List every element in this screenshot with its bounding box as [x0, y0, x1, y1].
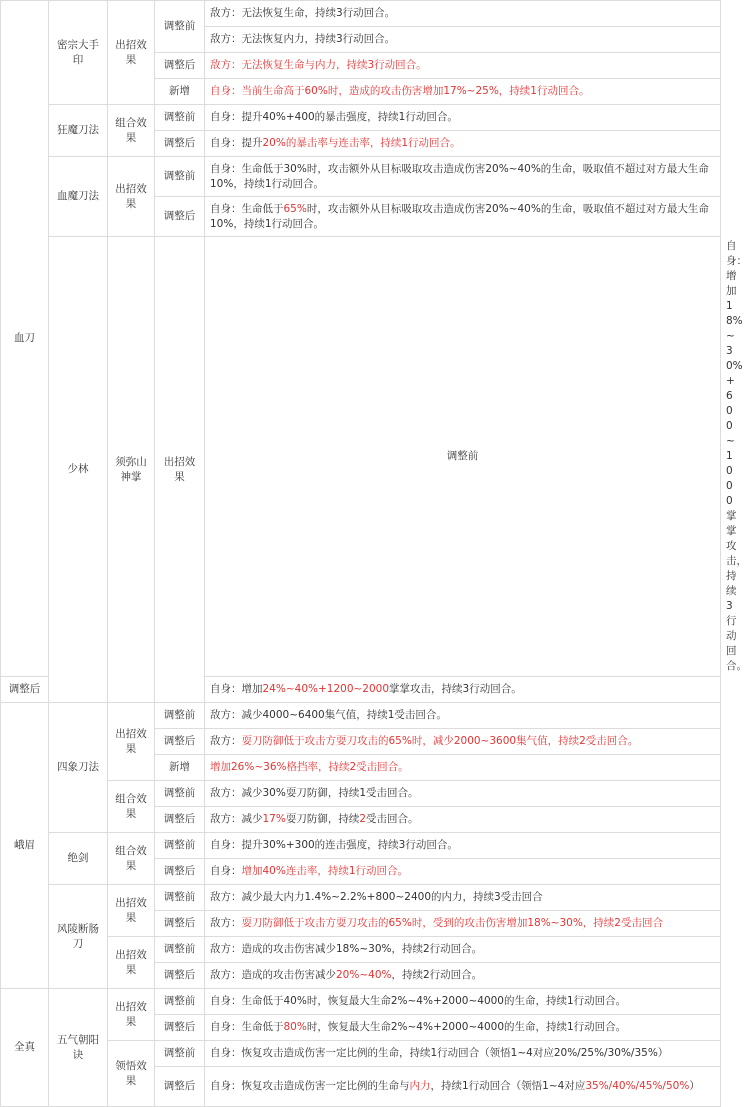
effect-chuzhao: 出招效果	[108, 885, 155, 937]
status-after: 调整后	[155, 729, 205, 755]
row-desc: 自身：生命低于65%时，攻击额外从目标吸取攻击造成伤害20%~40%的生命，吸取值不超过对方最大生命10%，持续1行动回合。	[205, 197, 721, 237]
sect-shaolin: 少林	[49, 237, 108, 703]
status-before: 调整前	[155, 157, 205, 197]
effect-chuzhao: 出招效果	[108, 1, 155, 105]
status-before: 调整前	[155, 703, 205, 729]
sect-quanzhen: 全真	[1, 989, 49, 1107]
row-desc: 敌方：耍刀防御低于攻击方耍刀攻击的65%时，减少2000~3600集气值，持续2受击回合。	[205, 729, 721, 755]
status-after: 调整后	[155, 197, 205, 237]
effect-zuhe: 组合效果	[108, 781, 155, 833]
effect-chuzhao: 出招效果	[108, 157, 155, 237]
row-desc: 自身：提升30%+300的连击强度，持续3行动回合。	[205, 833, 721, 859]
row-desc: 自身：生命低于80%时，恢复最大生命2%~4%+2000~4000的生命，持续1行动回合。	[205, 1015, 721, 1041]
effect-chuzhao: 出招效果	[155, 237, 205, 703]
status-new: 新增	[155, 755, 205, 781]
effect-chuzhao: 出招效果	[108, 989, 155, 1041]
row-desc: 敌方：减少最大内力1.4%~2.2%+800~2400的内力，持续3受击回合	[205, 885, 721, 911]
status-after: 调整后	[155, 1067, 205, 1107]
status-before: 调整前	[205, 237, 721, 677]
skill-sixiang: 四象刀法	[49, 703, 108, 833]
status-after: 调整后	[155, 859, 205, 885]
effect-chuzhao: 出招效果	[108, 703, 155, 781]
row-desc: 敌方：减少4000~6400集气值，持续1受击回合。	[205, 703, 721, 729]
status-after: 调整后	[155, 807, 205, 833]
skill-jue: 绝剑	[49, 833, 108, 885]
row-desc: 敌方：减少30%耍刀防御，持续1受击回合。	[205, 781, 721, 807]
status-before: 调整前	[155, 1, 205, 53]
status-after: 调整后	[155, 963, 205, 989]
sect-xuedao: 血刀	[1, 1, 49, 677]
skill-wuqi: 五气朝阳诀	[49, 989, 108, 1107]
row-desc: 自身：提升40%+400的暴击强度，持续1行动回合。	[205, 105, 721, 131]
status-before: 调整前	[155, 833, 205, 859]
status-before: 调整前	[155, 1041, 205, 1067]
status-after: 调整后	[155, 53, 205, 79]
row-desc: 自身：提升20%的暴击率与连击率，持续1行动回合。	[205, 131, 721, 157]
skill-mizong: 密宗大手印	[49, 1, 108, 105]
row-desc: 敌方：造成的攻击伤害减少20%~40%，持续2行动回合。	[205, 963, 721, 989]
row-desc: 敌方：无法恢复生命，持续3行动回合。	[205, 1, 721, 27]
status-after: 调整后	[155, 131, 205, 157]
skill-xumi: 须弥山神掌	[108, 237, 155, 703]
effect-zuhe: 组合效果	[108, 833, 155, 885]
row-desc: 自身：生命低于30%时，攻击额外从目标吸取攻击造成伤害20%~40%的生命，吸取值不超过对方最大生命10%，持续1行动回合。	[205, 157, 721, 197]
status-before: 调整前	[155, 781, 205, 807]
row-desc: 自身：增加24%~40%+1200~2000掌掌攻击，持续3行动回合。	[205, 677, 721, 703]
row-desc: 敌方：耍刀防御低于攻击方耍刀攻击的65%时，受到的攻击伤害增加18%~30%，持续2受击回合	[205, 911, 721, 937]
status-after: 调整后	[155, 911, 205, 937]
row-desc: 自身：增加40%连击率，持续1行动回合。	[205, 859, 721, 885]
row-desc: 敌方：无法恢复内力，持续3行动回合。	[205, 27, 721, 53]
sect-emei: 峨眉	[1, 703, 49, 989]
status-new: 新增	[155, 79, 205, 105]
row-desc: 自身：恢复攻击造成伤害一定比例的生命与内力，持续1行动回合（领悟1~4对应35%/40%/45%/50%）	[205, 1067, 721, 1107]
row-desc: 自身：生命低于40%时，恢复最大生命2%~4%+2000~4000的生命，持续1行动回合。	[205, 989, 721, 1015]
status-before: 调整前	[155, 885, 205, 911]
row-desc: 敌方：造成的攻击伤害减少18%~30%，持续2行动回合。	[205, 937, 721, 963]
skill-fengling: 风陵断肠刀	[49, 885, 108, 989]
row-desc: 敌方：减少17%耍刀防御，持续2受击回合。	[205, 807, 721, 833]
row-desc: 自身：恢复攻击造成伤害一定比例的生命，持续1行动回合（领悟1~4对应20%/25%/30%/35%）	[205, 1041, 721, 1067]
effect-chuzhao: 出招效果	[108, 937, 155, 989]
effect-lingwu: 领悟效果	[108, 1041, 155, 1107]
effect-zuhe: 组合效果	[108, 105, 155, 157]
row-desc: 增加26%~36%格挡率，持续2受击回合。	[205, 755, 721, 781]
balance-change-table: 血刀 密宗大手印 出招效果 调整前 敌方：无法恢复生命，持续3行动回合。 敌方：无法恢复内力，持续3行动回合。 调整后 敌方：无法恢复生命与内力，持续3行动回合。 新增 自身：当前生命高于60%时，造成的攻击伤害增加17%~25%，持续1行动回合。 狂魔刀法 组合效果 调整前 自身：提升40%+400的暴击强度，持续1行动回合。 调整后 自身：提升20%的暴击率与连击率，持续1行动回合。 血魔刀法 出招效果 调整前 自身：生命低于30%时，攻击额外从目标吸取攻击造成伤害20%~40%的生命，吸取值不超过对方最大生命10%，持续1行动回合。 调整后 自身：生命低于65%时，攻击额外从目标吸取攻击造成伤害20%~40%的生命，吸取值不超过对方最大生命10%，持续1行动回合。 少林 须弥山神掌 出招效果 调整前 自身：增加18%~30%+600~1000掌掌攻击，持续3行动回合。 调整后 自身：增加24%~40%+1200~2000掌掌攻击，持续3行动回合。 峨眉 四象刀法 出招效果 调整前 敌方：减少4000~6400集气值，持续1受击回合。 调整后 敌方：耍刀防御低于攻击方耍刀攻击的65%时，减少2000~3600集气值，持续2受击回合。 新增 增加26%~36%格挡率，持续2受击回合。 组合效果 调整前 敌方：减少30%耍刀防御，持续1受击回合。 调整后 敌方：减少17%耍刀防御，持续2受击回合。 绝剑 组合效果 调整前 自身：提升30%+300的连击强度，持续3行动回合。 调整后 自身：增加40%连击率，持续1行动回合。 风陵断肠刀 出招效果 调整前 敌方：减少最大内力1.4%~2.2%+800~2400的内力，持续3受击回合 调整后 敌方：耍刀防御低于攻击方耍刀攻击的65%时，受到的攻击伤害增加18%~30%，持续2受击回合 出招效果 调整前 敌方：造成的攻击伤害减少18%~30%，持续2行动回合。 调整后 敌方：造成的攻击伤害减少20%~40%，持续2行动回合。 全真 五气朝阳诀 出招效果 调整前 自身：生命低于40%时，恢复最大生命2%~4%+2000~4000的生命，持续1行动回合。 调整后 自身：生命低于80%时，恢复最大生命2%~4%+2000~4000的生命，持续1行动回合。 领悟效果 调整前 自身：恢复攻击造成伤害一定比例的生命，持续1行动回合（领悟1~4对应20%/25%/30%/35%） 调整后 自身：恢复攻击造成伤害一定比例的生命与内力，持续1行动回合（领悟1~4对应35%/40%/45%/50%）	[0, 0, 721, 1107]
row-desc: 自身：当前生命高于60%时，造成的攻击伤害增加17%~25%，持续1行动回合。	[205, 79, 721, 105]
status-after: 调整后	[1, 677, 49, 703]
status-before: 调整前	[155, 937, 205, 963]
skill-xuemo: 血魔刀法	[49, 157, 108, 237]
status-before: 调整前	[155, 105, 205, 131]
row-desc: 敌方：无法恢复生命与内力，持续3行动回合。	[205, 53, 721, 79]
skill-kuangmo: 狂魔刀法	[49, 105, 108, 157]
status-after: 调整后	[155, 1015, 205, 1041]
status-before: 调整前	[155, 989, 205, 1015]
